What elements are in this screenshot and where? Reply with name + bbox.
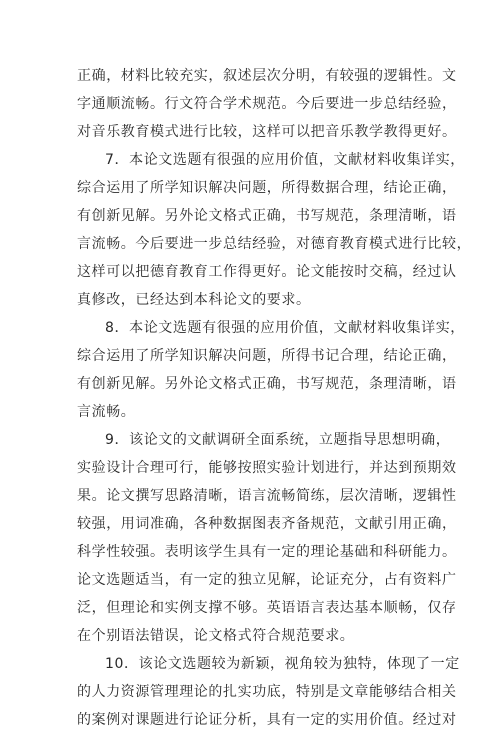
paragraph-9-start: 9．该论文的文献调研全面系统，立题指导思想明确， — [105, 432, 451, 448]
text-line: 科学性较强。表明该学生具有一定的理论基础和科研能力。 — [77, 544, 457, 560]
text-line: 的人力资源管理理论的扎实功底，特别是文章能够结合相关 — [77, 684, 457, 700]
text-line: 较强，用词准确，各种数据图表齐备规范，文献引用正确， — [77, 516, 457, 532]
text-line: 论文选题适当，有一定的独立见解，论证充分，占有资料广 — [77, 572, 457, 588]
text-line: 对音乐教育模式进行比较，这样可以把音乐教学教得更好。 — [77, 124, 457, 140]
text-line: 正确，材料比较充实，叙述层次分明，有较强的逻辑性。文 — [77, 68, 457, 84]
paragraph-7-start: 7．本论文选题有很强的应用价值，文献材料收集详实， — [105, 152, 465, 168]
text-line: 字通顺流畅。行文符合学术规范。今后要进一步总结经验， — [77, 96, 457, 112]
text-line: 言流畅。今后要进一步总结经验，对德育教育模式进行比较， — [77, 236, 472, 252]
text-line: 言流畅。 — [77, 404, 136, 420]
paragraph-10-start: 10．该论文选题较为新颖，视角较为独特，体现了一定 — [105, 656, 460, 672]
text-line: 实验设计合理可行，能够按照实验计划进行，并达到预期效 — [77, 460, 457, 476]
paragraph-8-start: 8．本论文选题有很强的应用价值，文献材料收集详实， — [105, 320, 465, 336]
text-line: 这样可以把德育教育工作得更好。论文能按时交稿，经过认 — [77, 264, 457, 280]
text-line: 综合运用了所学知识解决问题，所得数据合理，结论正确， — [77, 180, 457, 196]
text-line: 果。论文撰写思路清晰，语言流畅简练，层次清晰，逻辑性 — [77, 488, 457, 504]
text-line: 有创新见解。另外论文格式正确，书写规范，条理清晰，语 — [77, 208, 457, 224]
text-line: 的案例对课题进行论证分析，具有一定的实用价值。经过对 — [77, 712, 457, 728]
text-line: 真修改，已经达到本科论文的要求。 — [77, 292, 311, 308]
text-line: 有创新见解。另外论文格式正确，书写规范，条理清晰，语 — [77, 376, 457, 392]
text-line: 综合运用了所学知识解决问题，所得书记合理，结论正确， — [77, 348, 457, 364]
text-line: 泛，但理论和实例支撑不够。英语语言表达基本顺畅，仅存 — [77, 600, 457, 616]
text-line: 在个别语法错误，论文格式符合规范要求。 — [77, 628, 355, 644]
